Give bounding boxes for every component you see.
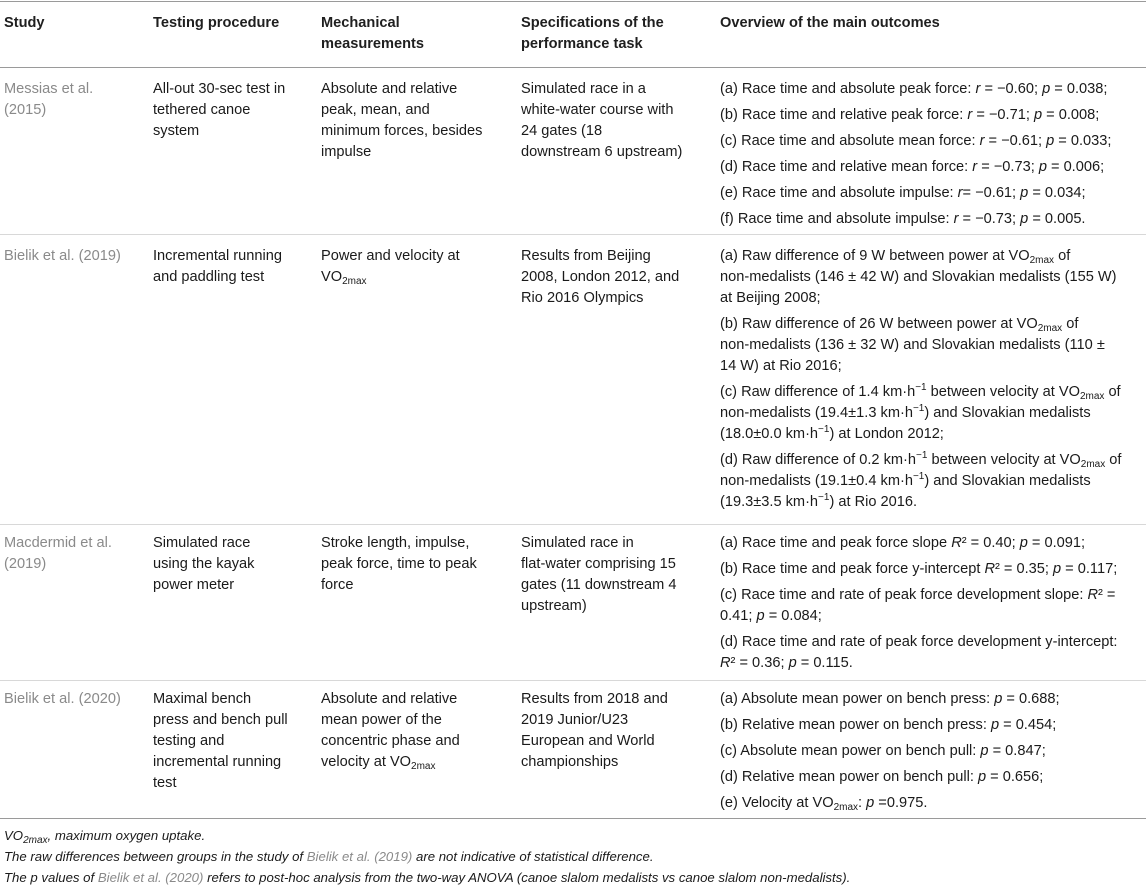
outcome-item <box>720 559 1117 580</box>
outcome-line: (b) Relative mean power on bench press: p = 0.454; <box>720 717 1057 733</box>
row-1-study[interactable] <box>4 79 93 121</box>
outcome-item <box>720 79 1111 100</box>
testing-line: Maximal bench <box>153 691 252 707</box>
row-3-testing <box>153 533 254 596</box>
testing-line: testing and <box>153 733 225 749</box>
row-3-mech <box>321 533 477 596</box>
outcome-line: 0.41; p = 0.084; <box>720 608 822 624</box>
row-3-spec <box>521 533 676 617</box>
row-4-testing <box>153 689 288 794</box>
row-divider <box>0 524 1146 525</box>
outcome-line: non-medalists (19.4±1.3 $km\cdot h^{-1}$) and Slovakian medalists <box>720 403 1091 421</box>
mech-line: force <box>321 577 354 593</box>
outcome-item <box>720 715 1060 736</box>
outcome-line: non-medalists (146 ± 42 W) and Slovakian medalists (155 W) <box>720 269 1117 285</box>
study-line: Macdermid et al. <box>4 535 112 551</box>
study-line: Messias et al. <box>4 81 94 97</box>
outcome-item <box>720 131 1111 152</box>
footnote-text: refers to post-hoc analysis from the two-way ANOVA (canoe slalom medalists vs canoe slalom non-medalists). <box>203 870 851 885</box>
spec-line: Results from 2018 and <box>521 691 668 707</box>
outcome-item <box>720 314 1121 377</box>
mech-line: Stroke length, impulse, <box>321 535 470 551</box>
mech-line: peak force, time to peak <box>321 556 477 572</box>
testing-line: press and bench pull <box>153 712 288 728</box>
mech-line: Absolute and relative <box>321 691 458 707</box>
row-1-mech <box>321 79 482 163</box>
spec-line: Simulated race in <box>521 535 634 551</box>
testing-line: All-out 30-sec test in <box>153 81 286 97</box>
study-line: Bielik et al. (2019) <box>4 248 121 264</box>
header-mech-line: measurements <box>321 36 425 52</box>
testing-line: power meter <box>153 577 235 593</box>
header-specifications <box>521 13 664 55</box>
testing-line: Simulated race <box>153 535 251 551</box>
outcome-line: (d) Raw difference of 0.2 $km\cdot h^{-1}$ between velocity at $VO_{2max}$ of <box>720 450 1122 470</box>
citation-link[interactable]: Bielik et al. (2020) <box>97 870 204 885</box>
outcome-item <box>720 157 1111 178</box>
outcome-item <box>720 382 1121 445</box>
testing-line: Incremental running <box>153 248 282 264</box>
outcome-line: (f) Race time and absolute impulse: r = −0.73; p = 0.005. <box>720 211 1086 227</box>
row-divider <box>0 234 1146 235</box>
outcome-item <box>720 450 1121 513</box>
testing-line: and paddling test <box>153 269 265 285</box>
header-study <box>4 13 45 34</box>
header-mech-line: Mechanical <box>321 15 400 31</box>
spec-line: European and World <box>521 733 655 749</box>
outcome-line: (d) Relative mean power on bench pull: p = 0.656; <box>720 769 1044 785</box>
row-2-mech <box>321 246 460 288</box>
spec-line: 2019 Junior/U23 <box>521 712 629 728</box>
outcome-line: (a) Race time and peak force slope R² = 0.40; p = 0.091; <box>720 535 1086 551</box>
testing-line: incremental running <box>153 754 282 770</box>
outcome-line: 14 W) at Rio 2016; <box>720 358 842 374</box>
row-1-testing <box>153 79 285 142</box>
outcome-item <box>720 105 1111 126</box>
citation-link[interactable]: Bielik et al. (2019) <box>306 849 413 864</box>
footnote-text: are not indicative of statistical difference. <box>412 849 654 864</box>
outcome-line: non-medalists (19.1±0.4 $km\cdot h^{-1}$) and Slovakian medalists <box>720 471 1091 489</box>
mech-line: $VO_{2max}$ <box>321 269 367 287</box>
row-2-testing <box>153 246 282 288</box>
spec-line: 2008, London 2012, and <box>521 269 680 285</box>
spec-line: upstream) <box>521 598 587 614</box>
outcome-line: (e) Race time and absolute impulse: r= −0.61; p = 0.034; <box>720 185 1086 201</box>
footnote-p-values <box>4 868 850 888</box>
outcome-item <box>720 767 1060 788</box>
outcome-line: (b) Race time and peak force y-intercept R² = 0.35; p = 0.117; <box>720 561 1118 577</box>
spec-line: 24 gates (18 <box>521 123 603 139</box>
outcome-line: (d) Race time and relative mean force: r = −0.73; p = 0.006; <box>720 159 1105 175</box>
spec-line: Results from Beijing <box>521 248 651 264</box>
row-3-study[interactable] <box>4 533 112 575</box>
row-1-spec <box>521 79 682 163</box>
outcome-line: (c) Absolute mean power on bench pull: p = 0.847; <box>720 743 1046 759</box>
header-spec-line: performance task <box>521 36 643 52</box>
outcome-line: (a) Race time and absolute peak force: r = −0.60; p = 0.038; <box>720 81 1108 97</box>
header-overview <box>720 13 940 34</box>
mech-line: peak, mean, and <box>321 102 430 118</box>
study-line: (2019) <box>4 556 47 572</box>
spec-line: championships <box>521 754 619 770</box>
spec-line: Simulated race in a <box>521 81 646 97</box>
outcome-line: non-medalists (136 ± 32 W) and Slovakian medalists (110 ± <box>720 337 1105 353</box>
row-2-spec <box>521 246 679 309</box>
outcome-item <box>720 793 1060 814</box>
table-top-rule <box>0 1 1146 2</box>
outcome-line: at Beijing 2008; <box>720 290 821 306</box>
header-bottom-rule <box>0 67 1146 68</box>
outcome-item <box>720 585 1117 627</box>
row-1-outcomes <box>720 79 1111 230</box>
outcome-item <box>720 689 1060 710</box>
outcome-line: (19.3±3.5 $km\cdot h^{-1}$) at Rio 2016. <box>720 492 918 510</box>
outcome-line: R² = 0.36; p = 0.115. <box>720 655 853 671</box>
footnote-abbr-term: $VO_{2max}$ <box>4 828 48 846</box>
footnote-abbr-def: , maximum oxygen uptake. <box>47 828 206 843</box>
header-testing-text: Testing procedure <box>153 15 280 31</box>
spec-line: white-water course with <box>521 102 674 118</box>
row-3-outcomes <box>720 533 1117 674</box>
spec-line: downstream 6 upstream) <box>521 144 683 160</box>
mech-line: Power and velocity at <box>321 248 460 264</box>
testing-line: tethered canoe <box>153 102 251 118</box>
row-4-study[interactable] <box>4 689 121 710</box>
mech-line: Absolute and relative <box>321 81 458 97</box>
outcome-line: (c) Race time and rate of peak force development slope: R² = <box>720 587 1116 603</box>
table-bottom-rule <box>0 818 1146 819</box>
outcome-item <box>720 741 1060 762</box>
mech-line: concentric phase and <box>321 733 460 749</box>
header-testing-procedure <box>153 13 279 34</box>
header-study-text: Study <box>4 15 45 31</box>
outcome-line: (e) Velocity at $VO_{2max}$: p =0.975. <box>720 795 928 813</box>
row-2-outcomes <box>720 246 1121 513</box>
row-4-mech <box>321 689 460 773</box>
outcome-line: (18.0±0.0 $km\cdot h^{-1}$) at London 2012; <box>720 424 944 442</box>
mech-line: minimum forces, besides <box>321 123 483 139</box>
study-line: Bielik et al. (2020) <box>4 691 121 707</box>
spec-line: Rio 2016 Olympics <box>521 290 644 306</box>
outcome-line: (c) Raw difference of 1.4 $km\cdot h^{-1}$ between velocity at $VO_{2max}$ of <box>720 382 1121 402</box>
outcome-line: (d) Race time and rate of peak force development y-intercept: <box>720 634 1118 650</box>
row-4-outcomes <box>720 689 1060 814</box>
study-line: (2015) <box>4 102 47 118</box>
outcome-line: (b) Race time and relative peak force: r = −0.71; p = 0.008; <box>720 107 1100 123</box>
spec-line: flat-water comprising 15 <box>521 556 676 572</box>
testing-line: system <box>153 123 200 139</box>
outcome-item <box>720 183 1111 204</box>
row-4-spec <box>521 689 668 773</box>
header-overview-text: Overview of the main outcomes <box>720 15 940 31</box>
header-mechanical-measurements <box>321 13 424 55</box>
outcome-line: (c) Race time and absolute mean force: r = −0.61; p = 0.033; <box>720 133 1112 149</box>
outcome-item <box>720 209 1111 230</box>
outcome-line: (b) Raw difference of 26 W between power at $VO_{2max}$ of <box>720 316 1079 334</box>
header-spec-line: Specifications of the <box>521 15 664 31</box>
outcome-item <box>720 533 1117 554</box>
outcome-item <box>720 246 1121 309</box>
spec-line: gates (11 downstream 4 <box>521 577 677 593</box>
row-2-study[interactable] <box>4 246 121 267</box>
outcome-item <box>720 632 1117 674</box>
testing-line: using the kayak <box>153 556 255 572</box>
outcome-line: (a) Absolute mean power on bench press: p = 0.688; <box>720 691 1060 707</box>
mech-line: impulse <box>321 144 372 160</box>
mech-line: velocity at $VO_{2max}$ <box>321 754 436 772</box>
footnote-text: The raw differences between groups in the study of <box>4 849 307 864</box>
footnote-raw-differences <box>4 847 654 867</box>
row-divider <box>0 680 1146 681</box>
footnote-abbreviation <box>4 826 205 846</box>
footnote-text: The p values of <box>4 870 98 885</box>
outcome-line: (a) Raw difference of 9 W between power at $VO_{2max}$ of <box>720 248 1071 266</box>
mech-line: mean power of the <box>321 712 442 728</box>
testing-line: test <box>153 775 177 791</box>
